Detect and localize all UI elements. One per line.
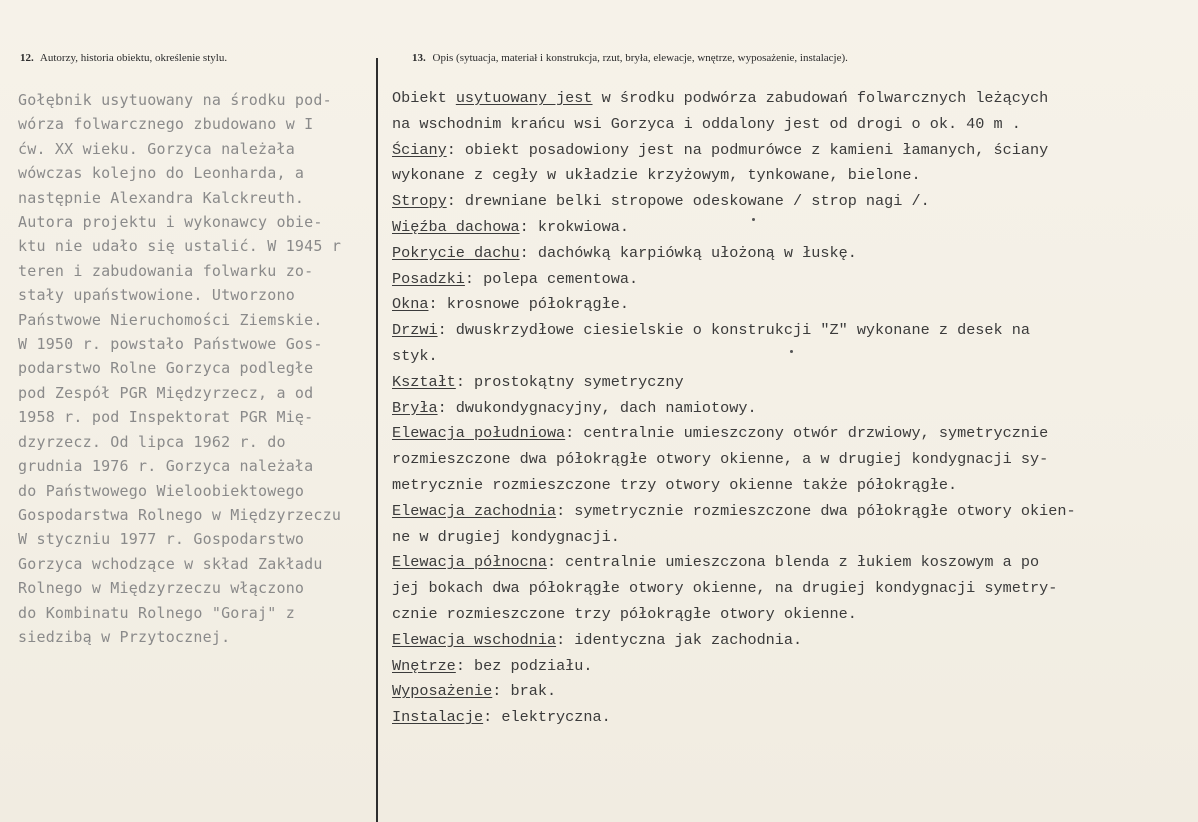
ink-speck [790, 350, 793, 353]
history-line: dzyrzecz. Od lipca 1962 r. do [18, 432, 286, 451]
description-line [392, 421, 1182, 447]
history-line: wówczas kolejno do Leonharda, a [18, 164, 305, 183]
field-label: Instalacje [392, 708, 484, 727]
history-line: Gospodarstwa Rolnego w Międzyrzeczu [18, 505, 342, 524]
history-line: ćw. XX wieku. Gorzyca należała [18, 139, 295, 158]
field-text: : centralnie umieszczona blenda z łukiem koszowym a po [546, 553, 1040, 572]
description-line [392, 525, 1182, 551]
history-line: Państwowe Nieruchomości Ziemskie. [18, 310, 323, 329]
field-label: Elewacja południowa [392, 424, 566, 443]
history-line: do Kombinatu Rolnego "Goraj" z [18, 603, 295, 622]
field-label: Elewacja wschodnia [392, 630, 557, 649]
field-text: : elektryczna. [483, 708, 611, 727]
description-line [392, 267, 1182, 293]
field-label: Okna [392, 295, 429, 314]
history-line: stały upaństwowione. Utworzono [18, 286, 295, 305]
history-line: Autora projektu i wykonawcy obie- [18, 213, 323, 232]
description-line [392, 112, 1182, 138]
underlined-phrase: usytuowany jest [455, 89, 593, 107]
history-line: podarstwo Rolne Gorzyca podległe [18, 359, 314, 378]
history-line: wórza folwarcznego zbudowano w I [18, 115, 314, 134]
field-text: : polepa cementowa. [464, 269, 639, 288]
description-line [392, 447, 1182, 473]
history-text-column [18, 88, 374, 649]
field-label: Wnętrze [392, 656, 456, 675]
history-line: do Państwowego Wieloobiektowego [18, 481, 305, 500]
field-text: : prostokątny symetryczny [455, 372, 684, 391]
field-text: jej bokach dwa półokrągłe otwory okienne, na drugiej kondygnacji symetry- [392, 579, 1058, 598]
description-line [392, 679, 1182, 705]
field-text: : brak. [492, 682, 557, 701]
field-text: : symetrycznie rozmieszczone dwa półokrągłe otwory okien- [556, 501, 1076, 520]
history-line: W 1950 r. powstało Państwowe Gos- [18, 335, 323, 354]
description-line [392, 602, 1182, 628]
column-divider [376, 58, 378, 822]
description-line: Obiekt usytuowany jest w środku podwórza zabudowań folwarcznych leżących [392, 89, 1049, 107]
field-text: : bez podziału. [455, 656, 593, 675]
field-text: cznie rozmieszczone trzy półokrągłe otwory okienne. [392, 604, 857, 623]
description-line [392, 370, 1182, 396]
history-line: Gołębnik usytuowany na środku pod- [18, 91, 332, 109]
description-line [392, 550, 1182, 576]
section-13-header [412, 52, 848, 64]
history-line: siedzibą w Przytocznej. [18, 627, 231, 646]
field-label: Wyposażenie [392, 682, 493, 701]
description-line [392, 499, 1182, 525]
history-line: teren i zabudowania folwarku zo- [18, 261, 314, 280]
section-12-title: Autorzy, historia obiektu, określenie stylu. [39, 52, 228, 64]
field-label: Posadzki [392, 269, 465, 288]
field-label: Pokrycie dachu [392, 243, 520, 262]
history-line: grudnia 1976 r. Gorzyca należała [18, 457, 314, 476]
field-text: : dwuskrzydłowe ciesielskie o konstrukcji "Z" wykonane z desek na [437, 321, 1030, 340]
field-text: : obiekt posadowiony jest na podmurówce z kamieni łamanych, ściany [446, 140, 1049, 159]
ink-speck [752, 218, 755, 221]
description-line [392, 292, 1182, 318]
field-text: : identyczna jak zachodnia. [556, 630, 803, 649]
field-label: Ściany [392, 140, 447, 159]
history-line: W styczniu 1977 r. Gospodarstwo [18, 530, 305, 549]
field-text: rozmieszczone dwa półokrągłe otwory okienne, a w drugiej kondygnacji sy- [392, 450, 1049, 469]
history-line: pod Zespół PGR Międzyrzecz, a od [18, 383, 314, 402]
field-text: metrycznie rozmieszczone trzy otwory okienne także półokrągłe. [392, 475, 958, 494]
description-line [392, 138, 1182, 164]
section-13-number: 13. [412, 52, 426, 64]
field-label: Więźba dachowa [392, 217, 520, 236]
field-label: Drzwi [392, 321, 438, 340]
section-12-header [20, 52, 227, 64]
description-line [392, 473, 1182, 499]
field-text: : krokwiowa. [519, 217, 629, 236]
history-line: Gorzyca wchodzące w skład Zakładu [18, 554, 323, 573]
field-text: wykonane z cegły w układzie krzyżowym, tynkowane, bielone. [392, 166, 921, 185]
description-line [392, 396, 1182, 422]
description-line [392, 241, 1182, 267]
field-label: Kształt [392, 372, 456, 391]
description-line [392, 628, 1182, 654]
field-text: styk. [392, 346, 438, 365]
description-line [392, 705, 1182, 731]
description-line [392, 654, 1182, 680]
field-label: Elewacja zachodnia [392, 501, 557, 520]
field-label: Stropy [392, 192, 447, 211]
field-text: : dachówką karpiówką ułożoną w łuskę. [519, 243, 857, 262]
field-label: Bryła [392, 398, 438, 417]
description-line [392, 163, 1182, 189]
section-13-title: Opis (sytuacja, materiał i konstrukcja, rzut, bryła, elewacje, wnętrze, wyposażenie, instalacje). [432, 52, 848, 64]
description-line [392, 318, 1182, 344]
description-line [392, 576, 1182, 602]
field-text: na wschodnim krańcu wsi Gorzyca i oddalony jest od drogi o ok. 40 m . [392, 114, 1021, 133]
field-label: Elewacja północna [392, 553, 547, 572]
field-text: : drewniane belki stropowe odeskowane / strop nagi /. [446, 192, 930, 211]
field-text: ne w drugiej kondygnacji. [392, 527, 620, 546]
description-text-column [392, 86, 1182, 731]
history-line: ktu nie udało się ustalić. W 1945 r [18, 237, 342, 256]
description-line [392, 344, 1182, 370]
description-line [392, 215, 1182, 241]
history-line: następnie Alexandra Kalckreuth. [18, 188, 305, 207]
history-line: Rolnego w Międzyrzeczu włączono [18, 579, 305, 598]
history-line: 1958 r. pod Inspektorat PGR Mię- [18, 408, 314, 427]
field-text: : dwukondygnacyjny, dach namiotowy. [437, 398, 757, 417]
field-text: : krosnowe półokrągłe. [428, 295, 629, 314]
field-text: : centralnie umieszczony otwór drzwiowy, symetrycznie [565, 424, 1049, 443]
description-line [392, 189, 1182, 215]
section-12-number: 12. [20, 52, 34, 64]
